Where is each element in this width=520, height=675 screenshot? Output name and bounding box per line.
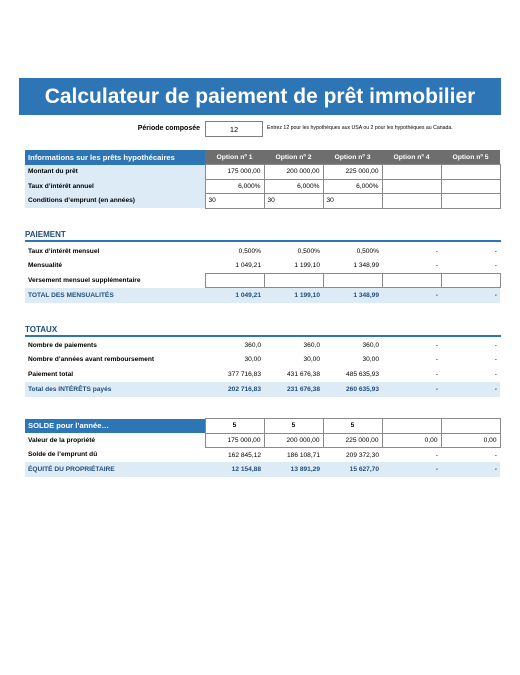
monthly-rate-cell: 0,500% xyxy=(238,247,261,255)
loan-term-cell[interactable]: 30 xyxy=(323,194,382,209)
option-header-1: Option nº 1 xyxy=(205,150,264,165)
owner-equity-cell: 12 154,88 xyxy=(205,462,264,477)
table-row xyxy=(25,433,500,448)
annual-rate-cell[interactable]: 6,000% xyxy=(205,179,264,194)
table-row xyxy=(25,353,500,368)
loan-balance-label: Solde de l’emprunt dû xyxy=(28,451,98,459)
table-row xyxy=(25,194,500,209)
table-row xyxy=(25,448,500,463)
years-to-payoff-cell: 30,00 xyxy=(362,356,379,364)
years-to-payoff-cell: 30,00 xyxy=(244,356,261,364)
balance-year-cell[interactable]: 5 xyxy=(205,419,264,434)
extra-payment-cell[interactable] xyxy=(264,273,323,288)
total-interest-cell: - xyxy=(382,382,441,397)
property-value-cell[interactable]: 225 000,00 xyxy=(323,433,382,448)
loan-term-cell[interactable]: 30 xyxy=(264,194,323,209)
annual-rate-label: Taux d’intérêt annuel xyxy=(25,179,205,194)
table-row xyxy=(25,165,500,180)
annual-rate-cell[interactable] xyxy=(441,179,500,194)
years-to-payoff-cell: 30,00 xyxy=(303,356,320,364)
balance-year-cell[interactable] xyxy=(382,419,441,434)
monthly-rate-cell: 0,500% xyxy=(356,247,379,255)
loan-term-label: Conditions d’emprunt (en années) xyxy=(25,194,205,209)
annual-rate-cell[interactable]: 6,000% xyxy=(264,179,323,194)
loan-term-cell[interactable] xyxy=(441,194,500,209)
table-row xyxy=(25,462,500,477)
loan-amount-cell[interactable]: 200 000,00 xyxy=(264,165,323,180)
loan-term-cell[interactable]: 30 xyxy=(205,194,264,209)
monthly-rate-cell: - xyxy=(435,247,438,255)
balance-header: SOLDE pour l’année… xyxy=(25,419,205,434)
payment-count-cell: 360,0 xyxy=(362,341,379,349)
payment-count-cell: 360,0 xyxy=(303,341,320,349)
extra-payment-cell[interactable] xyxy=(382,273,441,288)
table-row xyxy=(25,288,500,303)
balance-year-cell[interactable]: 5 xyxy=(323,419,382,434)
owner-equity-cell: - xyxy=(441,462,500,477)
total-interest-cell: 231 676,38 xyxy=(264,382,323,397)
option-header-5: Option nº 5 xyxy=(441,150,500,165)
extra-payment-cell[interactable] xyxy=(441,273,500,288)
loan-amount-label: Montant du prêt xyxy=(25,165,205,180)
property-value-label: Valeur de la propriété xyxy=(28,436,96,444)
total-paid-cell: 431 676,38 xyxy=(286,370,320,378)
property-value-cell[interactable]: 0,00 xyxy=(382,433,441,448)
period-input[interactable] xyxy=(205,121,263,137)
monthly-rate-cell: 0,500% xyxy=(297,247,320,255)
total-payments-cell: 1 199,10 xyxy=(264,288,323,303)
total-payments-cell: 1 348,99 xyxy=(323,288,382,303)
extra-payment-cell[interactable] xyxy=(205,273,264,288)
option-header-4: Option nº 4 xyxy=(382,150,441,165)
extra-payment-cell[interactable] xyxy=(323,273,382,288)
monthly-payment-cell: - xyxy=(435,262,438,269)
option-header-2: Option nº 2 xyxy=(264,150,323,165)
annual-rate-cell[interactable]: 6,000% xyxy=(323,179,382,194)
loan-balance-cell: - xyxy=(494,451,497,459)
loan-term-cell[interactable] xyxy=(382,194,441,209)
total-paid-label: Paiement total xyxy=(28,370,74,378)
payment-section-rule xyxy=(25,240,501,242)
owner-equity-cell: 15 627,70 xyxy=(323,462,382,477)
years-to-payoff-label: Nombre d’années avant remboursement xyxy=(28,356,155,364)
payment-count-cell: - xyxy=(435,341,438,349)
total-interest-cell: 260 635,93 xyxy=(323,382,382,397)
years-to-payoff-cell: - xyxy=(494,356,497,364)
balance-year-cell[interactable]: 5 xyxy=(264,419,323,434)
page-title: Calculateur de paiement de prêt immobilier xyxy=(19,78,501,115)
table-row xyxy=(25,382,500,397)
period-label: Période composée xyxy=(137,125,200,132)
loan-balance-cell: 162 845,12 xyxy=(227,451,261,459)
loan-amount-cell[interactable] xyxy=(441,165,500,180)
total-payments-cell: - xyxy=(382,288,441,303)
monthly-payment-label: Mensualité xyxy=(28,262,63,270)
table-row xyxy=(25,273,500,288)
loan-balance-cell: - xyxy=(435,451,438,459)
property-value-cell[interactable]: 175 000,00 xyxy=(205,433,264,448)
payment-count-label: Nombre de paiements xyxy=(28,341,97,349)
table-row xyxy=(25,367,500,382)
total-paid-cell: - xyxy=(435,370,438,378)
totals-section-title: TOTAUX xyxy=(25,325,58,334)
table-row xyxy=(25,244,500,259)
monthly-payment-cell: 1 049,21 xyxy=(235,262,261,269)
payment-count-cell: 360,0 xyxy=(244,341,261,349)
total-interest-cell: 202 716,83 xyxy=(205,382,264,397)
loan-amount-cell[interactable] xyxy=(382,165,441,180)
payment-table xyxy=(25,244,501,303)
table-row xyxy=(25,259,500,274)
balance-year-cell[interactable] xyxy=(441,419,500,434)
total-paid-cell: 485 635,93 xyxy=(345,370,379,378)
total-interest-cell: - xyxy=(441,382,500,397)
loan-amount-cell[interactable]: 225 000,00 xyxy=(323,165,382,180)
loan-balance-cell: 209 372,30 xyxy=(345,451,379,459)
monthly-payment-cell: 1 348,99 xyxy=(353,262,379,269)
period-note: Entrez 12 pour les hypothèques aux USA ou 2 pour les hypothèques au Canada. xyxy=(267,125,453,131)
totals-table xyxy=(25,338,500,397)
monthly-rate-label: Taux d’intérêt mensuel xyxy=(28,247,100,255)
monthly-payment-cell: 1 199,10 xyxy=(294,262,320,269)
monthly-rate-cell: - xyxy=(494,247,497,255)
loan-amount-cell[interactable]: 175 000,00 xyxy=(205,165,264,180)
years-to-payoff-cell: - xyxy=(435,356,438,364)
property-value-cell[interactable]: 200 000,00 xyxy=(264,433,323,448)
total-interest-label: Total des INTÉRÊTS payés xyxy=(25,382,205,397)
payment-section-title: PAIEMENT xyxy=(25,230,66,239)
loan-balance-cell: 186 108,71 xyxy=(286,451,320,459)
owner-equity-cell: - xyxy=(382,462,441,477)
monthly-payment-cell: - xyxy=(494,262,497,269)
total-payments-label: TOTAL DES MENSUALITÉS xyxy=(25,288,205,303)
table-row xyxy=(25,179,500,194)
extra-payment-label: Versement mensuel supplémentaire xyxy=(28,276,141,284)
balance-table xyxy=(25,418,501,477)
total-payments-cell: 1 049,21 xyxy=(205,288,264,303)
payment-count-cell: - xyxy=(494,341,497,349)
option-header-3: Option nº 3 xyxy=(323,150,382,165)
total-paid-cell: 377 716,83 xyxy=(227,370,261,378)
mortgage-info-header: Informations sur les prêts hypothécaires xyxy=(25,150,205,165)
total-payments-cell: - xyxy=(441,288,500,303)
total-paid-cell: - xyxy=(494,370,497,378)
mortgage-info-table xyxy=(25,150,501,209)
annual-rate-cell[interactable] xyxy=(382,179,441,194)
totals-section-rule xyxy=(25,335,501,337)
owner-equity-cell: 13 891,29 xyxy=(264,462,323,477)
owner-equity-label: ÉQUITÉ DU PROPRIÉTAIRE xyxy=(25,462,205,477)
table-row xyxy=(25,338,500,353)
property-value-cell[interactable]: 0,00 xyxy=(441,433,500,448)
